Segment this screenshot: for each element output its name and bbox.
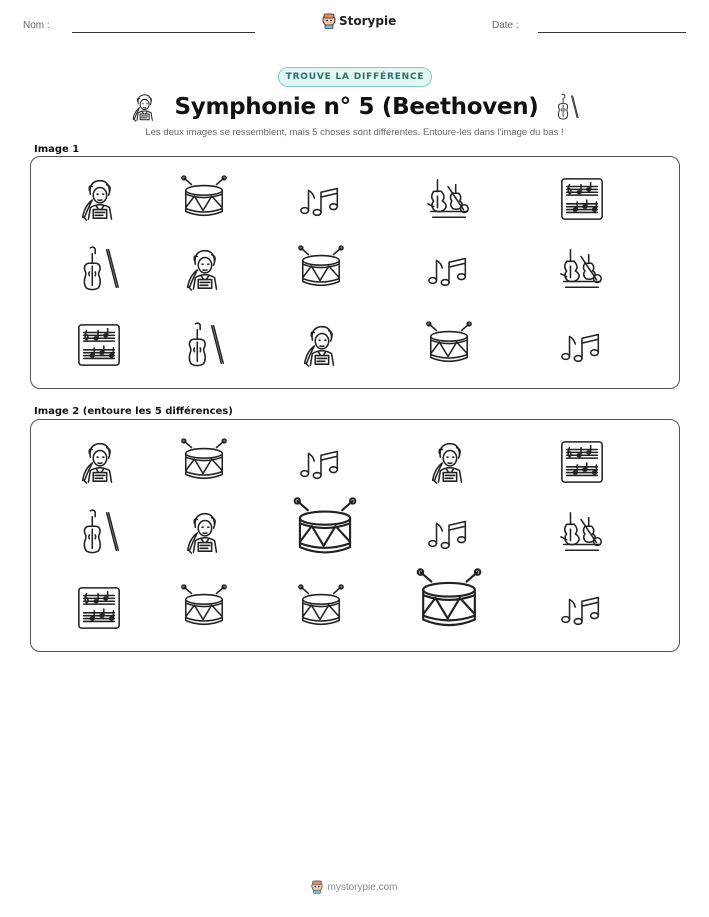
orchestra-icon (558, 245, 606, 293)
footer-url: mystorypie.com (327, 881, 398, 893)
sheet-music-icon[interactable] (558, 438, 606, 486)
violin-icon (553, 91, 581, 123)
brand-logo (322, 13, 396, 29)
beethoven-icon[interactable] (425, 438, 473, 486)
title-row (0, 88, 709, 126)
name-label: Nom : (23, 20, 50, 31)
beethoven-icon (75, 175, 123, 223)
music-notes-icon[interactable] (425, 508, 473, 556)
music-notes-icon (425, 245, 473, 293)
music-notes-icon[interactable] (297, 438, 345, 486)
image1-label: Image 1 (34, 144, 80, 155)
page-title: Symphonie n° 5 (Beethoven) (174, 94, 539, 120)
footer (0, 880, 709, 894)
drum-icon[interactable] (297, 584, 345, 632)
name-field[interactable] (72, 32, 255, 33)
music-notes-icon (297, 175, 345, 223)
beethoven-icon[interactable] (180, 508, 228, 556)
music-notes-icon[interactable] (558, 584, 606, 632)
drum-icon (425, 321, 473, 369)
storypie-mascot-icon (322, 13, 336, 29)
drum-icon (180, 175, 228, 223)
image2-label: Image 2 (entoure les 5 différences) (34, 406, 233, 417)
beethoven-icon (128, 91, 160, 123)
beethoven-icon (297, 321, 345, 369)
activity-badge: TROUVE LA DIFFÉRENCE (278, 67, 432, 87)
orchestra-icon[interactable] (558, 508, 606, 556)
date-label: Date : (492, 20, 519, 31)
drum-icon[interactable] (180, 584, 228, 632)
instructions: Les deux images se ressemblent, mais 5 choses sont différentes. Entoure-les dans l'image du bas ! (145, 127, 564, 138)
orchestra-icon (425, 175, 473, 223)
music-notes-icon (558, 321, 606, 369)
drum-icon[interactable] (415, 568, 483, 636)
violin-icon (75, 245, 123, 293)
drum-icon[interactable] (180, 438, 228, 486)
date-field[interactable] (538, 32, 686, 33)
image1-panel (30, 156, 680, 389)
sheet-music-icon[interactable] (75, 584, 123, 632)
beethoven-icon[interactable] (75, 438, 123, 486)
drum-icon (297, 245, 345, 293)
sheet-music-icon (558, 175, 606, 223)
drum-icon[interactable] (292, 497, 358, 563)
violin-icon[interactable] (75, 508, 123, 556)
storypie-mascot-icon (311, 880, 323, 894)
image2-panel[interactable] (30, 419, 680, 652)
violin-icon (180, 321, 228, 369)
sheet-music-icon (75, 321, 123, 369)
brand-name: Storypie (339, 14, 397, 28)
beethoven-icon (180, 245, 228, 293)
